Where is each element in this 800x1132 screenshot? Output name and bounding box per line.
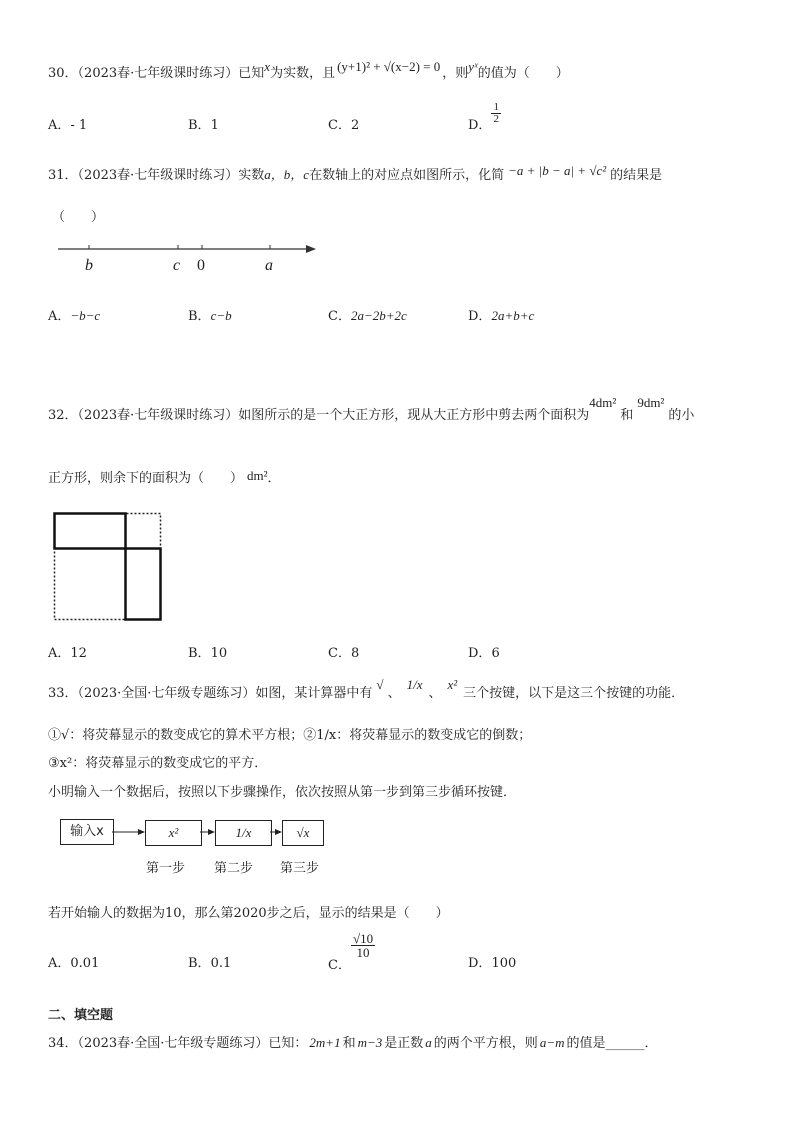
- q32-text-and: 和: [620, 408, 634, 423]
- q33-source: （2023·全国·七年级专题练习）: [77, 686, 256, 701]
- option-label: A．: [48, 309, 71, 324]
- option-value: - 1: [70, 118, 88, 133]
- q31-text-b: 在数轴上的对应点如图所示，化简: [309, 168, 505, 183]
- arrow-icon: [208, 829, 215, 835]
- option-label: D．: [468, 646, 492, 661]
- option-value: 100: [491, 956, 517, 971]
- option-label: D．: [468, 309, 492, 324]
- flow-step3-box: √x: [282, 820, 324, 846]
- q32-option-a[interactable]: [48, 642, 87, 661]
- flow-step2-box: 1/x: [215, 820, 272, 846]
- q33-sep2: 、: [428, 686, 442, 701]
- q30-option-d[interactable]: [468, 101, 501, 133]
- q31-expr: −a + |b − a| + √c²: [508, 163, 607, 178]
- arrow-icon: [275, 829, 282, 835]
- q30-equation: (y+1)² + √(x−2) = 0: [337, 59, 441, 74]
- option-label: B．: [188, 118, 211, 133]
- flow-step1-box: x²: [145, 820, 202, 846]
- q34-expr3: a−m: [539, 1035, 565, 1050]
- axis-label-0: 0: [197, 257, 205, 274]
- axis-label-c: c: [173, 257, 181, 274]
- option-label: B．: [188, 646, 211, 661]
- flow-step1-label: 第一步: [146, 861, 186, 876]
- option-value: 2a+b+c: [491, 308, 535, 323]
- flow-step3-label: 第三步: [280, 861, 320, 876]
- q31-option-c[interactable]: [328, 305, 407, 324]
- q32-option-c[interactable]: [328, 642, 359, 661]
- q33-line2: ①√：将荧幕显示的数变成它的算术平方根；②1/x：将荧幕显示的数变成它的倒数；: [48, 728, 532, 743]
- large-square: [55, 514, 161, 620]
- q34-text-c: 的两个平方根，则: [433, 1036, 538, 1051]
- q33-line3: ③x²：将荧幕显示的数变成它的平方．: [48, 756, 268, 771]
- option-label: C．: [328, 958, 351, 973]
- fraction-denominator: 2: [493, 113, 499, 125]
- q32-source: （2023春·七年级课时练习）: [77, 408, 239, 423]
- square-diagram: [50, 510, 165, 625]
- option-value: 6: [491, 646, 500, 661]
- option-value: 8: [350, 646, 360, 661]
- option-value: 0.01: [70, 956, 100, 971]
- axis-arrow-icon: [306, 245, 316, 253]
- q32-option-b[interactable]: [188, 642, 227, 661]
- q32-text-b: 的小: [668, 408, 695, 423]
- q30-text-a: 已知: [238, 66, 265, 81]
- q33-option-b[interactable]: [188, 952, 231, 971]
- q33-line4: 小明输入一个数据后，按照以下步骤操作，依次按照从第一步到第三步循环按键．: [48, 785, 517, 800]
- q32-text-a: 如图所示的是一个大正方形，现从大正方形中剪去两个面积为: [238, 408, 590, 423]
- q34-text-a: 已知：: [268, 1036, 308, 1051]
- q31-option-b[interactable]: [188, 305, 232, 324]
- q30-source: （2023春·七年级课时练习）: [77, 66, 239, 81]
- option-label: A．: [48, 956, 71, 971]
- flow-step2-label: 第二步: [214, 861, 254, 876]
- q32-area1: 4dm²: [589, 395, 617, 410]
- q32-stem-line1: [48, 395, 695, 423]
- q33-option-a[interactable]: [48, 952, 99, 971]
- q30-expr: yˣ: [468, 59, 478, 74]
- q30-option-c[interactable]: [328, 114, 359, 133]
- option-label: D．: [468, 956, 492, 971]
- option-fraction: [351, 932, 375, 959]
- option-label: A．: [48, 646, 71, 661]
- q33-stem: [48, 677, 685, 701]
- q33-text-b: 三个按键，以下是这三个按键的功能．: [463, 686, 685, 701]
- q31-option-a[interactable]: [48, 305, 100, 324]
- section-title: 二、填空题: [48, 1008, 114, 1023]
- axis-label-b: b: [85, 257, 93, 274]
- option-value: 10: [210, 646, 228, 661]
- q30-text-b: 为实数，且: [270, 66, 336, 81]
- q33-key-sqrt: √: [376, 677, 384, 692]
- q30-number: 30．: [48, 66, 78, 81]
- q31-stem: [48, 164, 662, 183]
- option-label: C．: [328, 646, 351, 661]
- q30-stem: [48, 59, 569, 81]
- flow-input-box: 输入x: [60, 819, 114, 845]
- option-value: 2: [350, 118, 360, 133]
- option-label: C．: [328, 118, 351, 133]
- q30-text-c: ，则: [442, 66, 469, 81]
- option-label: B．: [188, 956, 211, 971]
- option-value: 12: [70, 646, 87, 661]
- option-value: 1: [210, 118, 219, 133]
- axis-label-a: a: [265, 257, 273, 274]
- option-fraction: [491, 102, 501, 125]
- q32-line2-text: 正方形，则余下的面积为（ ）: [48, 471, 244, 486]
- q30-option-a[interactable]: [48, 114, 87, 133]
- q34-source: （2023春·全国·七年级专题练习）: [77, 1036, 269, 1051]
- q34-var-a: a: [425, 1035, 432, 1050]
- q34-expr1: 2m+1: [309, 1035, 341, 1050]
- option-label: A．: [48, 118, 71, 133]
- q32-number: 32．: [48, 408, 78, 423]
- q34-stem: [48, 1032, 658, 1051]
- q32-unit: dm²: [247, 468, 268, 483]
- fraction-numerator: √10: [352, 931, 374, 946]
- number-line: [56, 238, 326, 278]
- q31-source: （2023春·七年级课时练习）: [77, 168, 239, 183]
- q30-var-x: x: [264, 59, 271, 74]
- q33-option-c[interactable]: [328, 931, 375, 973]
- q33-number: 33．: [48, 686, 78, 701]
- q32-line2-end: ．: [267, 471, 281, 486]
- q31-number: 31．: [48, 168, 78, 183]
- option-value: 0.1: [210, 956, 232, 971]
- q31-vars: a，b，c: [264, 167, 310, 182]
- q34-expr2: m−3: [357, 1035, 383, 1050]
- option-value: c−b: [210, 308, 232, 323]
- q33-text-a: 如图，某计算器中有: [255, 686, 373, 701]
- q33-key-reciprocal: 1/x: [406, 677, 423, 692]
- option-label: B．: [188, 309, 211, 324]
- q33-key-square: x²: [447, 677, 458, 692]
- q31-blank: （ ）: [52, 210, 105, 225]
- q34-number: 34．: [48, 1036, 78, 1051]
- fraction-denominator: 10: [356, 945, 370, 960]
- q30-option-b[interactable]: [188, 114, 219, 133]
- option-label: C．: [328, 309, 351, 324]
- q32-option-d[interactable]: [468, 642, 500, 661]
- q34-text-and: 和: [342, 1036, 356, 1051]
- fraction-numerator: 1: [493, 101, 499, 113]
- q33-option-d[interactable]: [468, 952, 516, 971]
- q33-line5: 若开始输人的数据为10，那么第2020步之后，显示的结果是（ ）: [48, 906, 449, 921]
- q34-text-b: 是正数: [384, 1036, 424, 1051]
- q31-option-d[interactable]: [468, 305, 534, 324]
- option-value: 2a−2b+2c: [350, 308, 407, 323]
- flow-arrows: [112, 824, 282, 840]
- option-label: D．: [468, 118, 492, 133]
- arrow-icon: [138, 829, 145, 835]
- q31-text-c: 的结果是: [610, 168, 663, 183]
- q30-text-d: 的值为（ ）: [477, 66, 569, 81]
- q31-text-a: 实数: [238, 168, 265, 183]
- small-square-right: [126, 549, 161, 620]
- q34-answer-blank: 的值是______．: [566, 1036, 658, 1051]
- small-square-top: [55, 514, 126, 549]
- option-value: −b−c: [70, 308, 101, 323]
- q32-stem-line2: [48, 467, 281, 486]
- q33-sep1: 、: [387, 686, 401, 701]
- q32-area2: 9dm²: [637, 395, 665, 410]
